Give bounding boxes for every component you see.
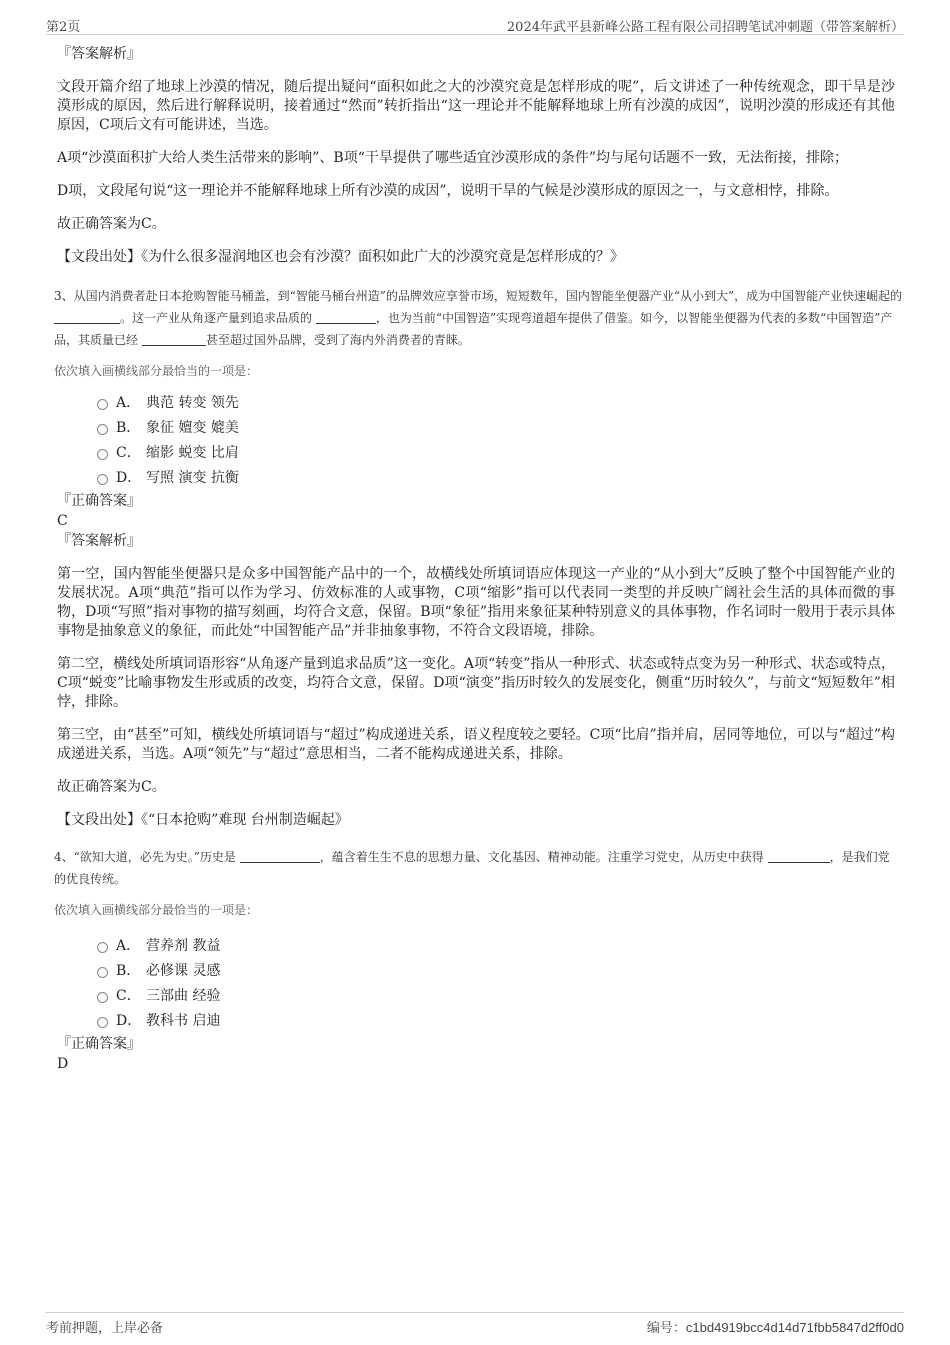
radio-icon[interactable] bbox=[97, 1017, 108, 1028]
correct-answer-label: 『正确答案』 bbox=[57, 1036, 141, 1052]
page-content bbox=[54, 44, 903, 1074]
correct-answer: D bbox=[57, 1056, 69, 1072]
option-list bbox=[97, 391, 895, 491]
option-c[interactable]: C． 缩影 蜕变 比肩 bbox=[97, 441, 895, 466]
source-citation: 【文段出处】《为什么很多湿润地区也会有沙漠？面积如此广大的沙漠究竟是怎样形成的？》 bbox=[57, 249, 624, 265]
answer-analysis-label: 『答案解析』 bbox=[57, 533, 141, 549]
document-title: 2024年武平县新峰公路工程有限公司招聘笔试冲刺题（带答案解析） bbox=[506, 20, 904, 35]
fill-blank bbox=[54, 309, 120, 324]
fill-blank bbox=[142, 331, 206, 346]
option-d[interactable]: D． 教科书 启迪 bbox=[97, 1009, 895, 1034]
question-stem: 3、从国内消费者赴日本抢购智能马桶盖，到“智能马桶台州造”的品牌效应享誉市场，短短数年，国内智能坐便器产业“从小到大”，成为中国智能产业快速崛起的 。这一产业从角逐产量到追求品质的 ，也为当前“中国智造”实现弯道超车提供了借鉴。如今，以智能坐便器为代表的多数“中国智造”产品，其质量已经 甚至超过国外品牌，受到了海内外消费者的青睐。 bbox=[54, 289, 903, 347]
page-number: 第2页 bbox=[46, 20, 81, 35]
answer-analysis-label: 『答案解析』 bbox=[57, 46, 141, 62]
analysis-conclusion: 故正确答案为C。 bbox=[57, 779, 166, 795]
page-header bbox=[46, 14, 904, 35]
option-a[interactable]: A． 典范 转变 领先 bbox=[97, 391, 895, 416]
question-stem: 4、“欲知大道，必先为史。”历史是 ，蕴含着生生不息的思想力量、文化基因、精神动能。注重学习党史，从历史中获得 ，是我们党的优良传统。 bbox=[54, 850, 890, 886]
radio-icon[interactable] bbox=[97, 967, 108, 978]
radio-icon[interactable] bbox=[97, 399, 108, 410]
radio-icon[interactable] bbox=[97, 992, 108, 1003]
source-citation: 【文段出处】《“日本抢购”难现 台州制造崛起》 bbox=[57, 812, 349, 828]
fill-blank bbox=[240, 848, 320, 863]
document-code: 编号：c1bd4919bcc4d14d71fbb5847d2ff0d0 bbox=[646, 1320, 904, 1336]
analysis-paragraph: 文段开篇介绍了地球上沙漠的情况，随后提出疑问“面积如此之大的沙漠究竟是怎样形成的呢”，后文讲述了一种传统观念，即干旱是沙漠形成的原因，然后进行解释说明，接着通过“然而”转折指出“这一理论并不能解释地球上所有沙漠的成因”，说明沙漠的形成还有其他原因，C项后文有可能讲述，当选。 bbox=[57, 79, 895, 133]
page-footer bbox=[46, 1312, 904, 1335]
question-instruction: 依次填入画横线部分最恰当的一项是： bbox=[54, 364, 259, 378]
analysis-paragraph: 第一空，国内智能坐便器只是众多中国智能产品中的一个，故横线处所填词语应体现这一产业的“从小到大”反映了整个中国智能产业的发展状况。A项“典范”指可以作为学习、仿效标准的人或事物，C项“缩影”指可以代表同一类型的并反映广阔社会生活的具体而微的事物，D项“写照”指对事物的描写刻画，均符合文意，保留。B项“象征”指用来象征某种特别意义的具体事物，作名词时一般用于表示具体事物是抽象意义的象征，而此处“中国智能产品”并非抽象事物，不符合文段语境，排除。 bbox=[57, 566, 895, 639]
option-b[interactable]: B． 必修课 灵感 bbox=[97, 959, 895, 984]
analysis-conclusion: 故正确答案为C。 bbox=[57, 216, 166, 232]
radio-icon[interactable] bbox=[97, 449, 108, 460]
analysis-paragraph: 第二空，横线处所填词语形容“从角逐产量到追求品质”这一变化。A项“转变”指从一种形式、状态或特点变为另一种形式、状态或特点，C项“蜕变”比喻事物发生形或质的改变，均符合文意，保留。D项“演变”指历时较久的发展变化，侧重“历时较久”，与前文“短短数年”相悖，排除。 bbox=[57, 656, 895, 710]
analysis-paragraph: A项“沙漠面积扩大给人类生活带来的影响”、B项“干旱提供了哪些适宜沙漠形成的条件”均与尾句话题不一致，无法衔接，排除； bbox=[57, 150, 849, 166]
option-list bbox=[97, 934, 895, 1034]
radio-icon[interactable] bbox=[97, 474, 108, 485]
question-instruction: 依次填入画横线部分最恰当的一项是： bbox=[54, 903, 259, 917]
option-d[interactable]: D． 写照 演变 抗衡 bbox=[97, 466, 895, 491]
footer-slogan: 考前押题，上岸必备 bbox=[46, 1321, 164, 1336]
analysis-paragraph: D项，文段尾句说“这一理论并不能解释地球上所有沙漠的成因”，说明干旱的气候是沙漠形成的原因之一，与文意相悖，排除。 bbox=[57, 183, 839, 199]
radio-icon[interactable] bbox=[97, 942, 108, 953]
option-b[interactable]: B． 象征 嬗变 媲美 bbox=[97, 416, 895, 441]
correct-answer-label: 『正确答案』 bbox=[57, 493, 141, 509]
fill-blank bbox=[768, 848, 830, 863]
fill-blank bbox=[316, 309, 376, 324]
analysis-paragraph: 第三空，由“甚至”可知，横线处所填词语与“超过”构成递进关系，语义程度较之要轻。C项“比肩”指并肩，居同等地位，可以与“超过”构成递进关系，当选。A项“领先”与“超过”意思相当，二者不能构成递进关系，排除。 bbox=[57, 727, 895, 762]
option-a[interactable]: A． 营养剂 教益 bbox=[97, 934, 895, 959]
correct-answer: C bbox=[57, 513, 68, 529]
option-c[interactable]: C． 三部曲 经验 bbox=[97, 984, 895, 1009]
radio-icon[interactable] bbox=[97, 424, 108, 435]
